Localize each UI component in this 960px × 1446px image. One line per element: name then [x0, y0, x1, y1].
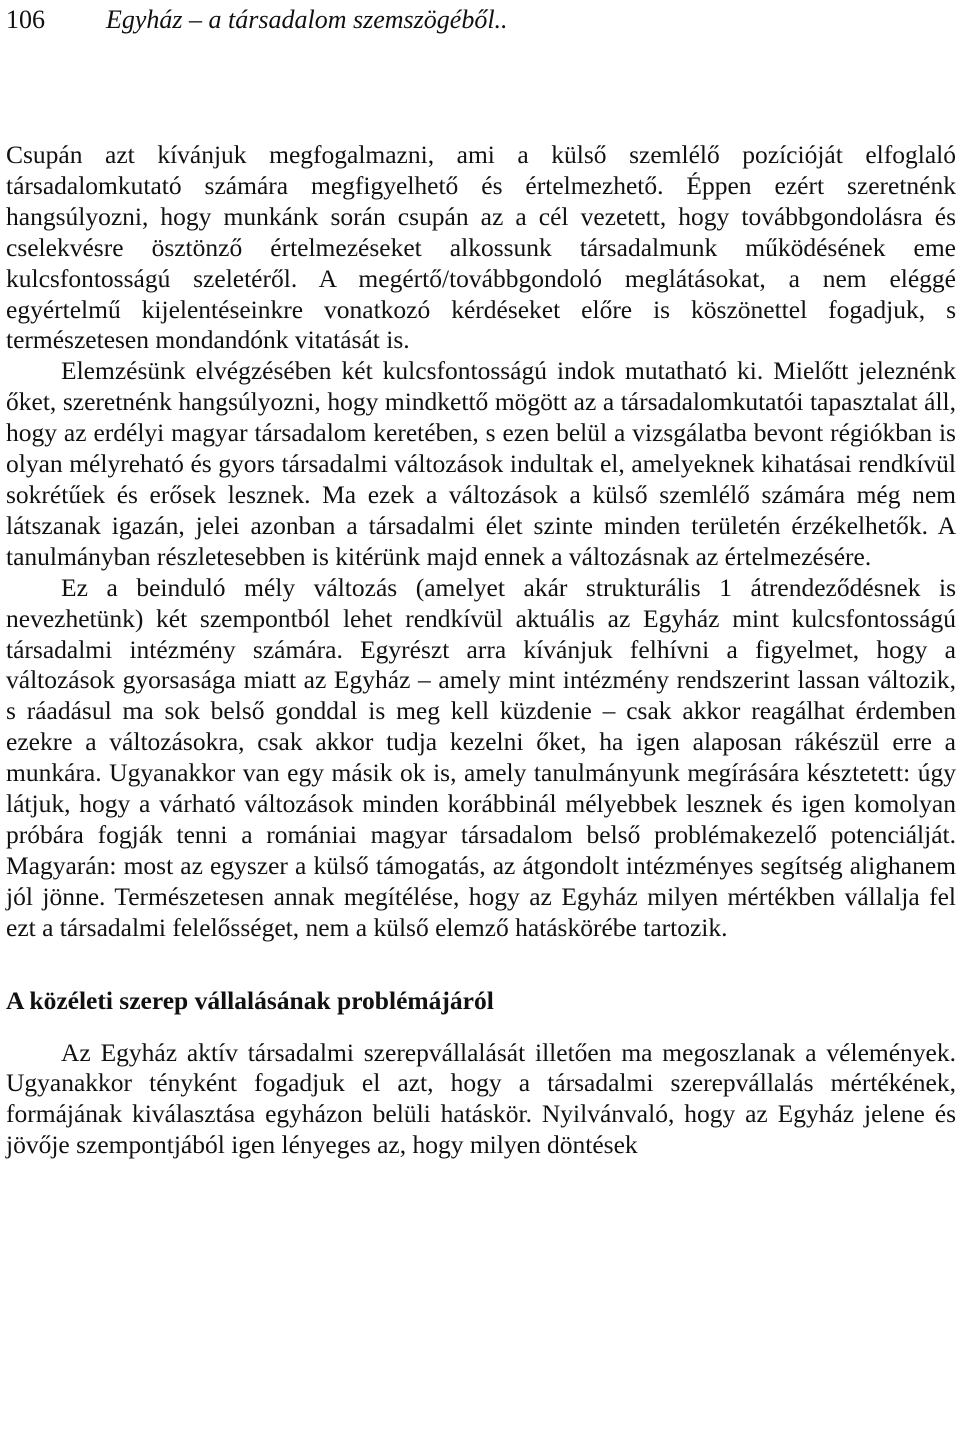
section-heading: A közéleti szerep vállalásának problémájáról [6, 985, 494, 1015]
section-text [6, 1038, 956, 1162]
main-text [6, 140, 956, 944]
paragraph-1: Csupán azt kívánjuk megfogalmazni, ami a külső szemlélő pozícióját elfoglaló társadalomkutató számára megfigyelhető és értelmezhető. Éppen ezért szeretnénk hangsúlyozni, hogy munkánk során csupán az a cél vezetett, hogy továbbgondolásra és cselekvésre ösztönző értelmezéseket alkossunk társadalmunk működésének eme kulcsfontosságú szeletéről. A megértő/továbbgondoló meglátásokat, a nem eléggé egyértelmű kijelentéseinkre vonatkozó kérdéseket előre is köszönettel fogadjuk, s természetesen mondandónk vitatását is. [6, 140, 956, 355]
running-header [6, 0, 956, 40]
page-number: 106 [6, 5, 45, 34]
paragraph-2: Elemzésünk elvégzésében két kulcsfontosságú indok mutatható ki. Mielőtt jeleznénk őket, szeretnénk hangsúlyozni, hogy mindkettő mögött az a társadalomkutatói tapasztalat áll, hogy az erdélyi magyar társadalom keretében, s ezen belül a vizsgálatba bevont régiókban is olyan mélyreható és gyors társadalmi változások indultak el, amelyeknek kihatásai rendkívül sokrétűek és erősek lesznek. Ma ezek a változások a külső szemlélő számára még nem látszanak igazán, jelei azonban a társadalmi élet szinte minden területén érzékelhetők. A tanulmányban részletesebben is kitérünk majd ennek a változásnak az értelmezésére. [6, 356, 956, 571]
section-paragraph-1: Az Egyház aktív társadalmi szerepvállalását illetően ma megoszlanak a vélemények. Ugyanakkor tényként fogadjuk el azt, hogy a társadalmi szerepvállalás mértékének, formájának kiválasztása egyházon belüli hatáskör. Nyilvánvaló, hogy az Egyház jelene és jövője szempontjából igen lényeges az, hogy milyen döntések [6, 1037, 956, 1160]
paragraph-3: Ez a beinduló mély változás (amelyet akár strukturális 1 átrendeződésnek is nevezhetünk) két szempontból lehet rendkívül aktuális az Egyház mint kulcsfontosságú társadalmi intézmény számára. Egyrészt arra kívánjuk felhívni a figyelmet, hogy a változások gyorsasága miatt az Egyház – amely mint intézmény rendszerint lassan változik, s ráadásul ma sok belső gonddal is meg kell küzdenie – csak akkor reagálhat érdemben ezekre a változásokra, csak akkor tudja kezelni őket, ha igen alaposan rákészül erre a munkára. Ugyanakkor van egy másik ok is, amely tanulmányunk megírására késztetett: úgy látjuk, hogy a várható változások minden korábbinál mélyebbek lesznek és igen komolyan próbára fogják tenni a romániai magyar társadalom belső problémakezelő potenciálját. Magyarán: most az egyszer a külső támogatás, az átgondolt intézményes segítség alighanem jól jönne. Természetesen annak megítélése, hogy az Egyház milyen mértékben vállalja fel ezt a társadalmi felelősséget, nem a külső elemző hatáskörébe tartozik. [6, 572, 956, 942]
header-spacer [6, 40, 956, 140]
running-title: Egyház – a társadalom szemszögéből.. [106, 5, 508, 34]
document-page [6, 0, 956, 1161]
